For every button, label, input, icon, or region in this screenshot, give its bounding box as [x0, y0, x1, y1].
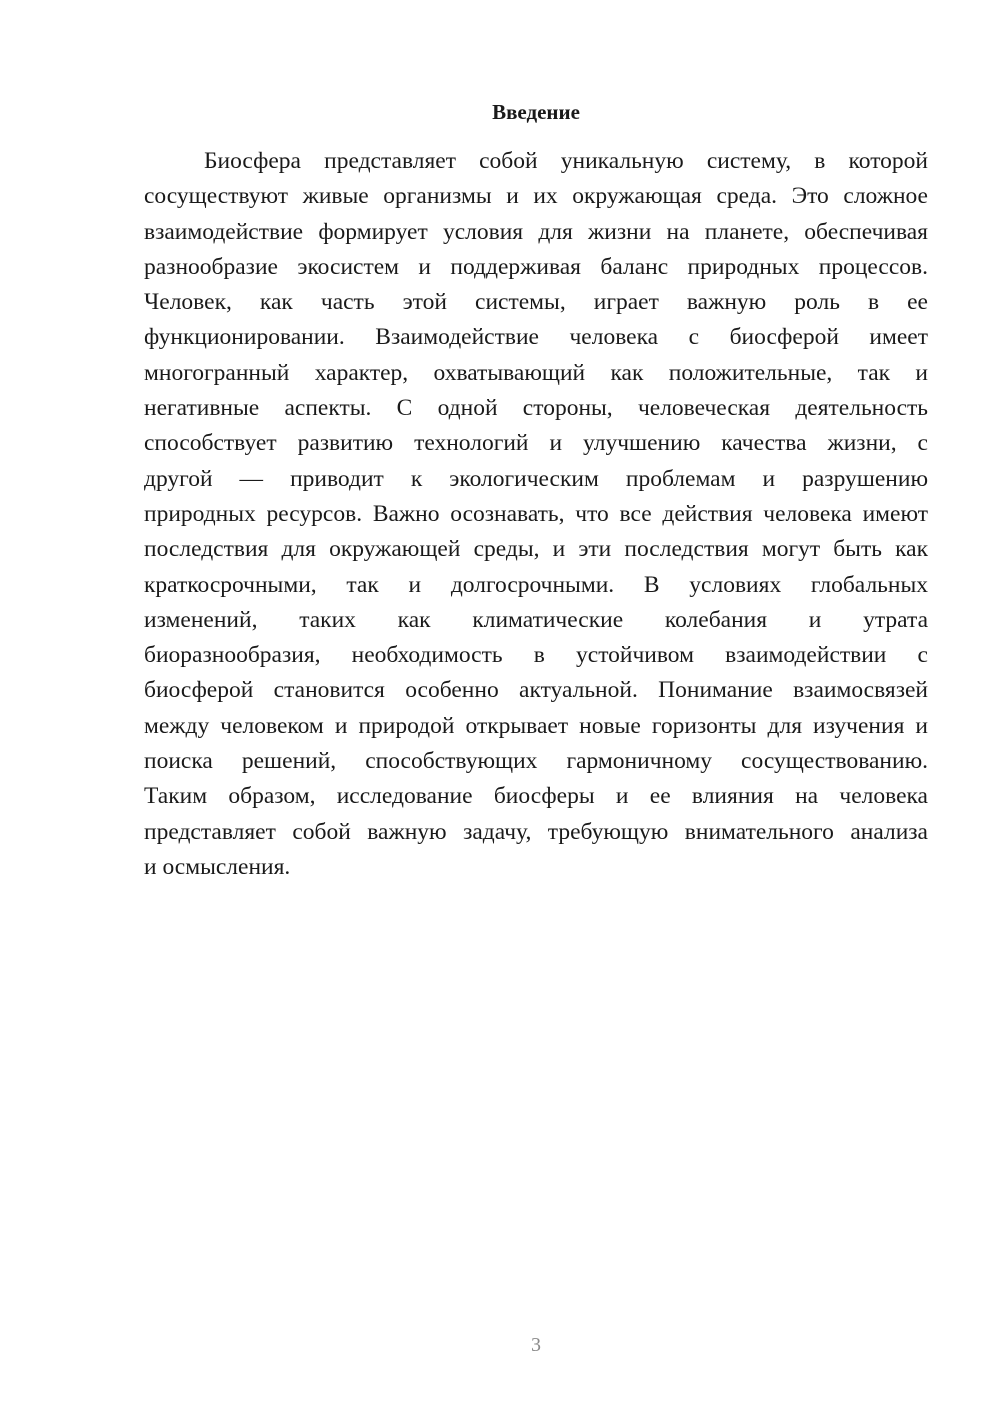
- paragraph-line: и осмысления.: [144, 853, 291, 880]
- paragraph-line: сосуществуют живые организмы и их окружающая среда. Это сложное: [144, 183, 928, 210]
- paragraph-line: биосферой становится особенно актуальной. Понимание взаимосвязей: [144, 677, 928, 704]
- paragraph-line: разнообразие экосистем и поддерживая баланс природных процессов.: [144, 253, 928, 280]
- paragraph-line: между человеком и природой открывает новые горизонты для изучения и: [144, 712, 928, 739]
- paragraph-line: Таким образом, исследование биосферы и ее влияния на человека: [144, 783, 928, 810]
- paragraph-line: негативные аспекты. С одной стороны, человеческая деятельность: [144, 395, 928, 422]
- paragraph-line: изменений, таких как климатические колебания и утрата: [144, 606, 928, 633]
- paragraph-line: биоразнообразия, необходимость в устойчивом взаимодействии с: [144, 642, 928, 669]
- intro-paragraph: [144, 144, 928, 885]
- paragraph-line: способствует развитию технологий и улучшению качества жизни, с: [144, 430, 928, 457]
- section-heading: Введение: [492, 100, 580, 124]
- paragraph-line: Человек, как часть этой системы, играет важную роль в ее: [144, 289, 928, 316]
- page-number: 3: [531, 1334, 541, 1356]
- paragraph-line: последствия для окружающей среды, и эти последствия могут быть как: [144, 536, 928, 563]
- paragraph-line: представляет собой важную задачу, требующую внимательного анализа: [144, 818, 928, 845]
- paragraph-line: Биосфера представляет собой уникальную систему, в которой: [204, 148, 928, 174]
- paragraph-line: другой — приводит к экологическим проблемам и разрушению: [144, 465, 928, 492]
- paragraph-line: многогранный характер, охватывающий как положительные, так и: [144, 359, 928, 386]
- paragraph-line: функционировании. Взаимодействие человека с биосферой имеет: [144, 324, 928, 351]
- paragraph-line: поиска решений, способствующих гармоничному сосуществованию.: [144, 748, 928, 775]
- paragraph-line: взаимодействие формирует условия для жизни на планете, обеспечивая: [144, 218, 928, 245]
- paragraph-line: природных ресурсов. Важно осознавать, что все действия человека имеют: [144, 500, 928, 527]
- paragraph-line: краткосрочными, так и долгосрочными. В условиях глобальных: [144, 571, 928, 598]
